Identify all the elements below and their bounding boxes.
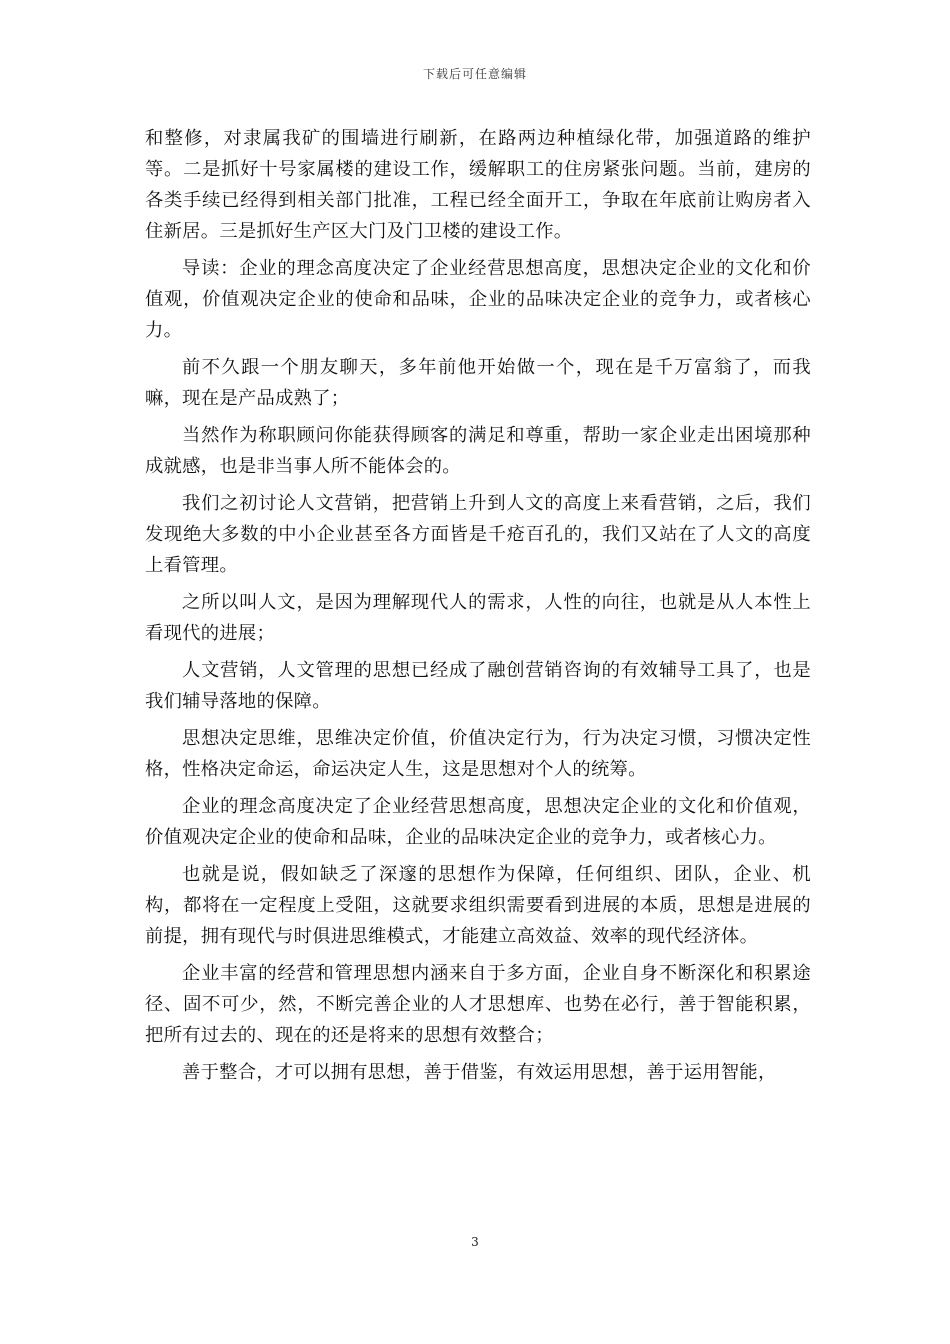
- paragraph: 善于整合，才可以拥有思想，善于借鉴，有效运用思想，善于运用智能，: [182, 1062, 777, 1083]
- document-body: [145, 123, 811, 1094]
- paragraph: 思想决定思维，思维决定价值，价值决定行为，行为决定习惯，习惯决定性格，性格决定命运，命运决定人生，这是思想对个人的统筹。: [145, 728, 811, 780]
- paragraph-continued: 和整修，对隶属我矿的围墙进行刷新，在路两边种植绿化带，加强道路的维护等。二是抓好十号家属楼的建设工作，缓解职工的住房紧张问题。当前，建房的各类手续已经得到相关部门批准，工程已经全面开工，争取在年底前让购房者入住新居。三是抓好生产区大门及门卫楼的建设工作。: [145, 128, 811, 242]
- paragraph-intro: 导读：企业的理念高度决定了企业经营思想高度，思想决定企业的文化和价值观，价值观决定企业的使命和品味，企业的品味决定企业的竞争力，或者核心力。: [145, 258, 811, 341]
- paragraph: 我们之初讨论人文营销，把营销上升到人文的高度上来看营销，之后，我们发现绝大多数的中小企业甚至各方面皆是千疮百孔的，我们又站在了人文的高度上看管理。: [145, 493, 811, 576]
- paragraph: 企业丰富的经营和管理思想内涵来自于多方面，企业自身不断深化和积累途径、固不可少，然，不断完善企业的人才思想库、也势在必行，善于智能积累，把所有过去的、现在的还是将来的思想有效整合；: [145, 963, 811, 1046]
- paragraph: 企业的理念高度决定了企业经营思想高度，思想决定企业的文化和价值观，价值观决定企业的使命和品味，企业的品味决定企业的竞争力，或者核心力。: [145, 796, 811, 848]
- paragraph: 人文营销，人文管理的思想已经成了融创营销咨询的有效辅导工具了，也是我们辅导落地的保障。: [145, 660, 811, 712]
- page-header: 下载后可任意编辑: [422, 67, 527, 81]
- page-number: 3: [471, 1235, 479, 1249]
- paragraph: 当然作为称职顾问你能获得顾客的满足和尊重，帮助一家企业走出困境那种成就感，也是非当事人所不能体会的。: [145, 425, 811, 477]
- paragraph: 前不久跟一个朋友聊天，多年前他开始做一个，现在是千万富翁了，而我嘛，现在是产品成熟了；: [145, 357, 811, 409]
- paragraph: 之所以叫人文，是因为理解现代人的需求，人性的向往，也就是从人本性上看现代的进展；: [145, 592, 811, 644]
- paragraph: 也就是说，假如缺乏了深邃的思想作为保障，任何组织、团队，企业、机构，都将在一定程度上受阻，这就要求组织需要看到进展的本质，思想是进展的前提，拥有现代与时俱进思维模式，才能建立高效益、效率的现代经济体。: [145, 864, 811, 947]
